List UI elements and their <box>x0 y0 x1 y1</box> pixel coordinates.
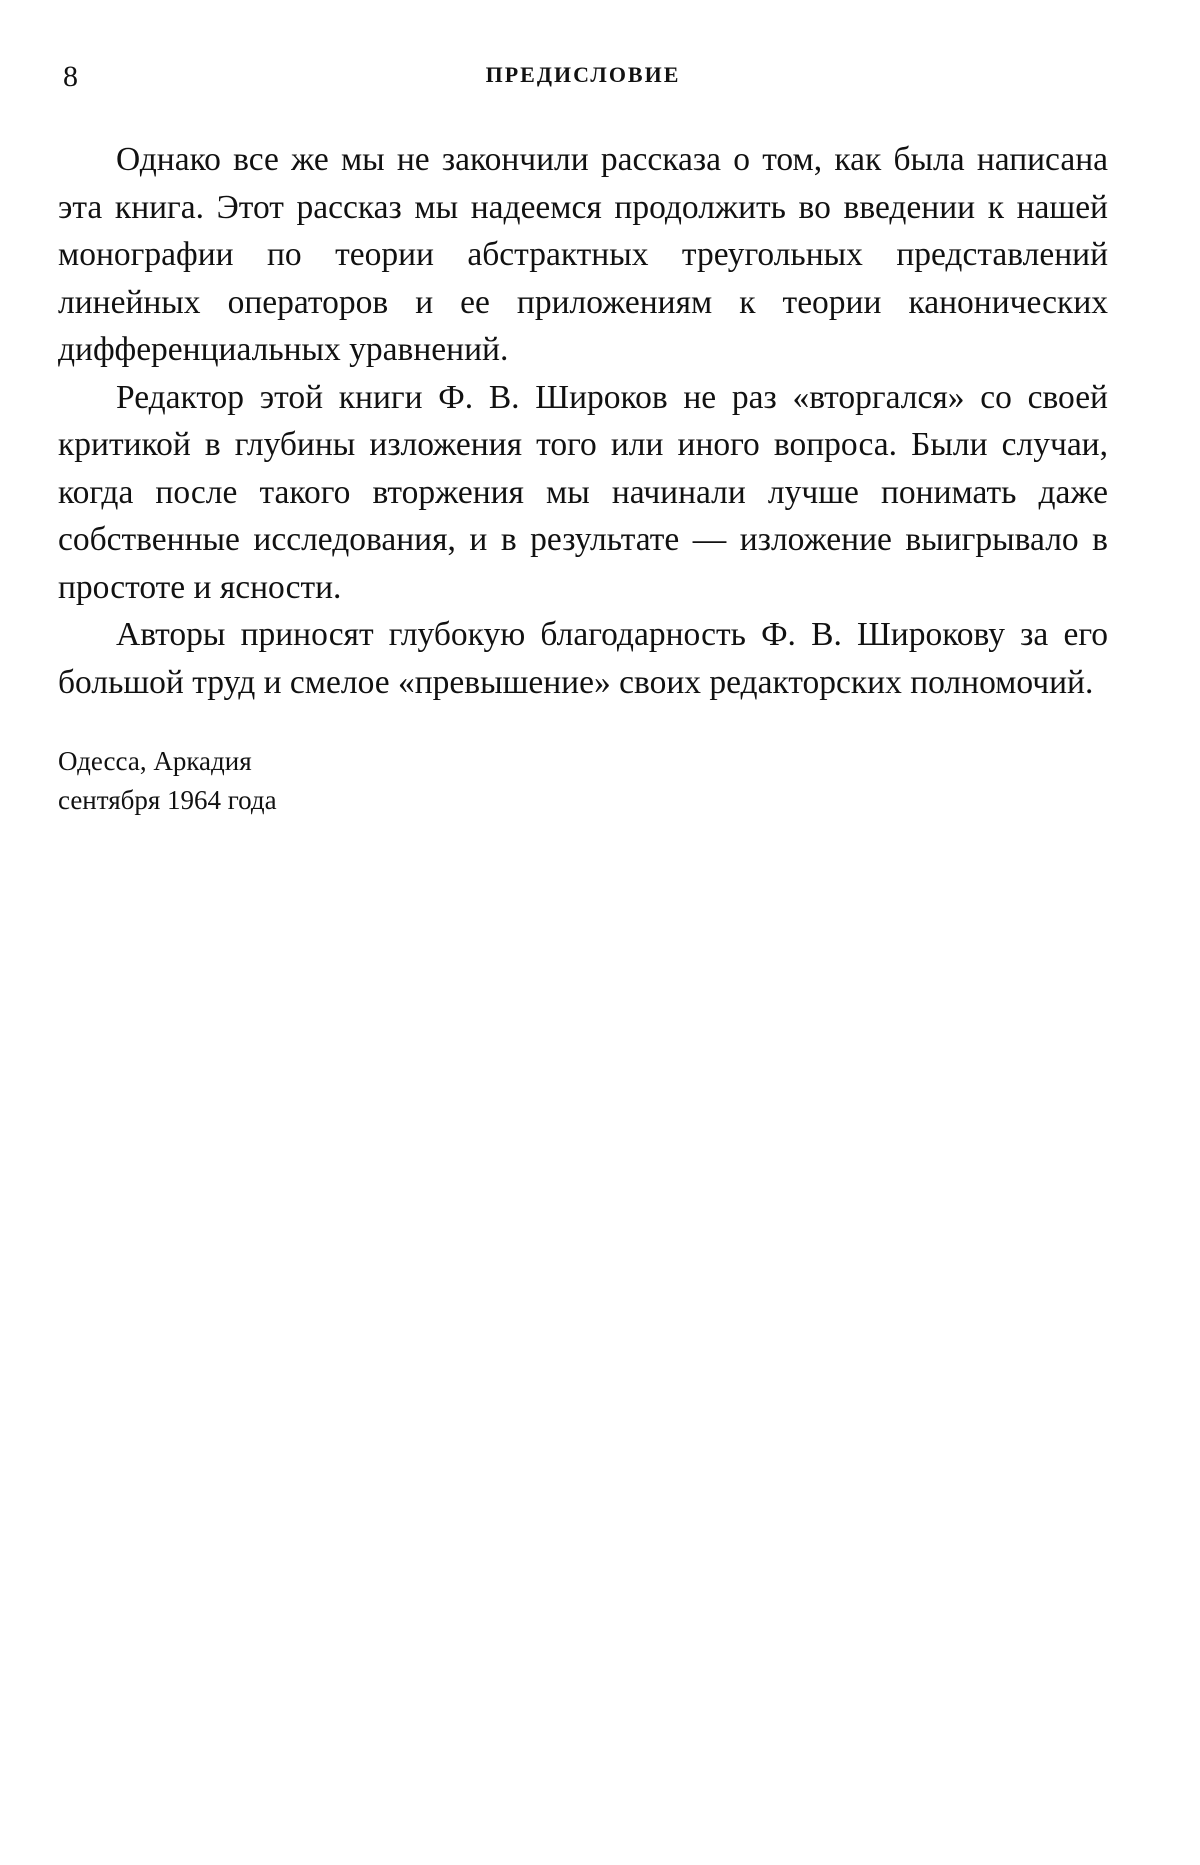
running-head <box>58 50 1108 93</box>
preface-body <box>58 136 1108 706</box>
signature-place: Одесса, Аркадия <box>58 746 252 776</box>
paragraph: Однако все же мы не закончили рассказа о том, как была написана эта книга. Этот рассказ мы надеемся продолжить во введении к нашей монографии по теории абстрактных треугольных представлений линейных операторов и ее приложениям к теории канонических дифференциальных уравнений. <box>58 141 1108 368</box>
signature-block <box>58 742 1108 820</box>
signature-date: сентября 1964 года <box>58 785 277 815</box>
page-number: 8 <box>63 60 78 93</box>
paragraph: Авторы приносят глубокую благодарность Ф. В. Широкову за его большой труд и смелое «превышение» своих редакторских полномочий. <box>58 616 1108 701</box>
running-head-title: ПРЕДИСЛОВИЕ <box>485 62 681 87</box>
paragraph: Редактор этой книги Ф. В. Широков не раз «вторгался» со своей критикой в глубины изложения того или иного вопроса. Были случаи, когда после такого вторжения мы начинали лучше понимать даже собственные исследования, и в результате — изложение выигрывало в простоте и ясности. <box>58 378 1108 606</box>
book-page <box>58 50 1108 820</box>
